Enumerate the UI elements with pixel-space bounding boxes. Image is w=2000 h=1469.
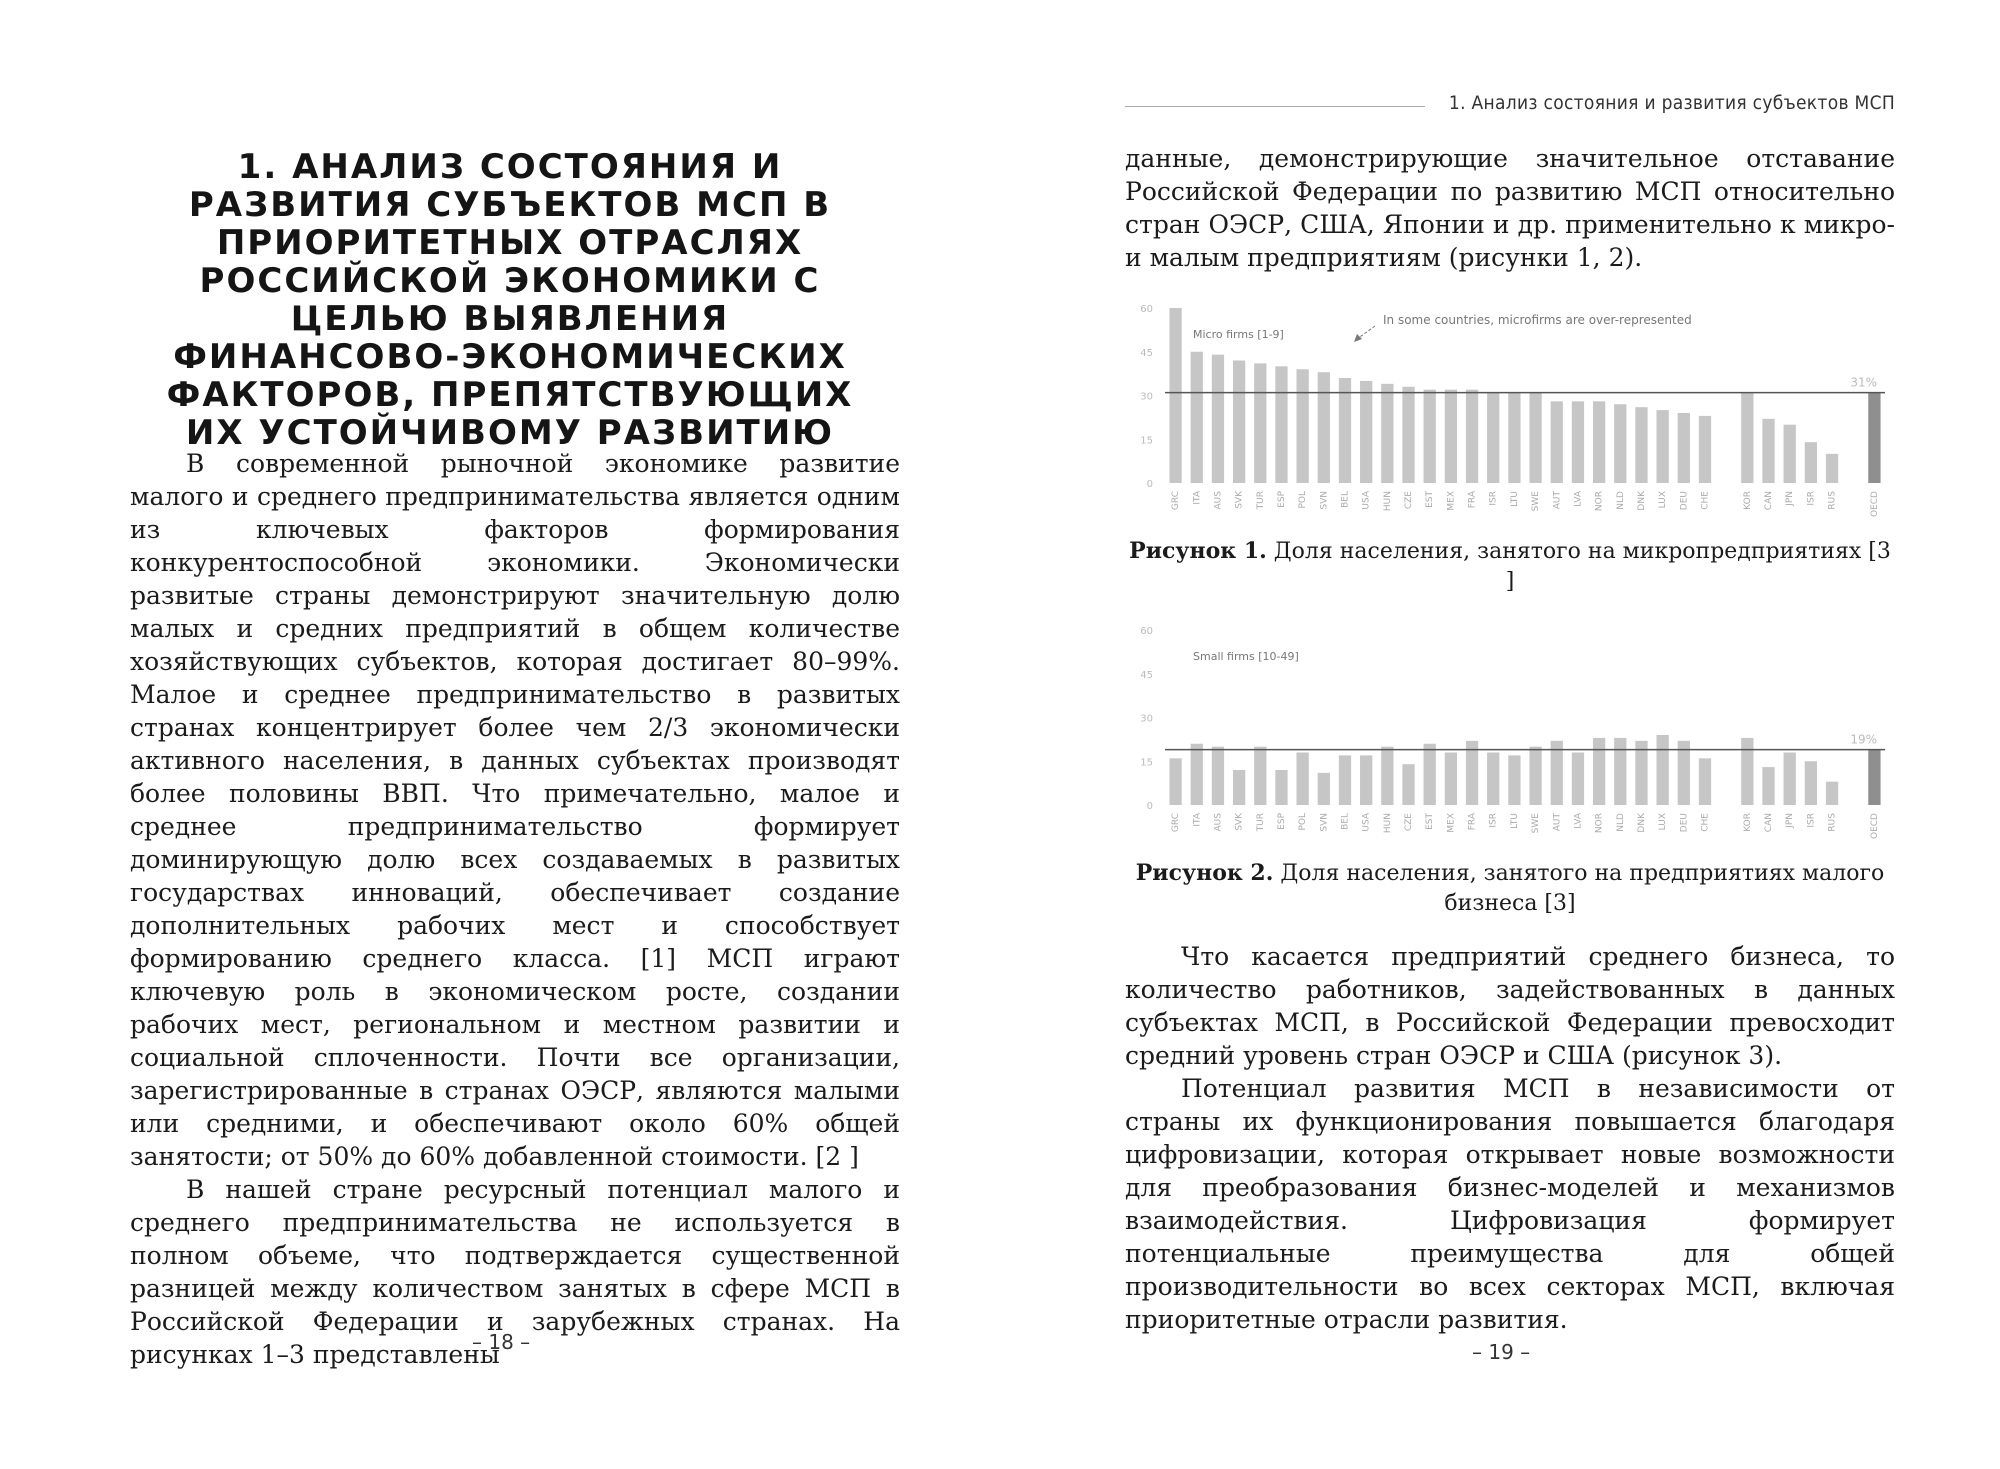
x-tick-label: ESP — [1276, 813, 1287, 830]
bar — [1678, 413, 1690, 483]
x-tick-label: CZE — [1404, 813, 1415, 832]
bar — [1593, 738, 1605, 805]
running-header-label: 1. Анализ состояния и развития субъектов МСП — [1448, 92, 1895, 114]
x-tick-label: ITA — [1192, 491, 1203, 505]
bar — [1529, 747, 1541, 805]
reference-label: 19% — [1850, 732, 1877, 747]
caption-label: Рисунок 2. — [1135, 860, 1274, 886]
bar — [1424, 744, 1436, 805]
bar — [1551, 741, 1563, 805]
caption-text: Доля населения, занятого на микропредприятиях [3 ] — [1266, 539, 1891, 594]
x-tick-label: FRA — [1467, 813, 1478, 831]
y-tick-label: 30 — [1140, 391, 1153, 403]
bar — [1508, 393, 1520, 483]
figure-2-caption — [1125, 858, 1895, 919]
x-tick-label: JPN — [1785, 813, 1796, 828]
bar — [1614, 404, 1626, 483]
bar — [1381, 747, 1393, 805]
bar — [1805, 761, 1817, 805]
bar — [1487, 753, 1499, 806]
bar — [1424, 390, 1436, 483]
x-tick-label: ISR — [1806, 813, 1817, 828]
x-tick-label: USA — [1361, 813, 1372, 832]
page-number: – 19 – — [1472, 1340, 1531, 1364]
x-tick-label: DEU — [1679, 813, 1690, 833]
bar — [1212, 747, 1224, 805]
bar — [1254, 747, 1266, 805]
bar — [1657, 735, 1669, 805]
y-tick-label: 15 — [1140, 435, 1153, 447]
bar — [1212, 355, 1224, 483]
bar — [1191, 744, 1203, 805]
y-tick-label: 60 — [1140, 304, 1153, 315]
bar — [1826, 782, 1838, 805]
bar — [1169, 308, 1181, 483]
bar — [1805, 442, 1817, 483]
y-tick-label: 45 — [1140, 669, 1153, 681]
x-tick-label: BEL — [1340, 813, 1351, 830]
x-tick-label: DNK — [1636, 813, 1647, 833]
bar — [1487, 393, 1499, 483]
y-tick-label: 0 — [1146, 479, 1153, 490]
y-tick-label: 30 — [1140, 713, 1153, 725]
x-tick-label: LTU — [1509, 491, 1520, 507]
x-tick-label: CZE — [1404, 491, 1415, 510]
bar — [1699, 416, 1711, 483]
x-tick-label: MEX — [1446, 491, 1457, 511]
figure-2 — [1125, 620, 1895, 919]
x-tick-label: JPN — [1785, 491, 1796, 506]
x-tick-label: TUR — [1255, 813, 1266, 832]
x-tick-label: SVN — [1319, 813, 1330, 832]
x-tick-label: LTU — [1509, 813, 1520, 829]
bar — [1784, 425, 1796, 483]
x-tick-label: KOR — [1742, 491, 1753, 510]
bar — [1445, 753, 1457, 806]
x-tick-label: POL — [1298, 813, 1309, 831]
annotation-arrow-head-icon — [1354, 334, 1362, 342]
bar — [1275, 366, 1287, 483]
figure-1 — [1125, 298, 1895, 597]
bar — [1614, 738, 1626, 805]
micro-firms-chart — [1125, 298, 1895, 530]
header-rule — [1125, 106, 1425, 107]
bar — [1233, 770, 1245, 805]
bar — [1741, 738, 1753, 805]
page-number: – 18 – — [472, 1330, 531, 1354]
x-tick-label: DEU — [1679, 491, 1690, 511]
reference-label: 31% — [1850, 375, 1877, 390]
bar — [1402, 387, 1414, 483]
bar — [1254, 363, 1266, 483]
bar — [1297, 369, 1309, 483]
x-tick-label: RUS — [1827, 491, 1838, 510]
running-header — [1125, 92, 1895, 118]
bar — [1233, 361, 1245, 484]
y-tick-label: 60 — [1140, 626, 1153, 637]
x-tick-label: ISR — [1488, 491, 1499, 506]
x-tick-label: NLD — [1615, 813, 1626, 832]
x-tick-label: OECD — [1869, 491, 1880, 517]
x-tick-label: SVK — [1234, 813, 1245, 831]
bar — [1381, 384, 1393, 483]
bar — [1339, 755, 1351, 805]
x-tick-label: MEX — [1446, 813, 1457, 833]
right-page — [1000, 0, 2000, 1469]
x-tick-label: ISR — [1806, 491, 1817, 506]
x-tick-label: ISR — [1488, 813, 1499, 828]
y-tick-label: 0 — [1146, 801, 1153, 812]
bar — [1826, 454, 1838, 483]
right-top-text — [1125, 142, 1895, 274]
x-tick-label: GRC — [1171, 491, 1182, 511]
x-tick-label: GRC — [1171, 813, 1182, 833]
x-tick-label: OECD — [1869, 813, 1880, 839]
x-tick-label: EST — [1425, 813, 1436, 830]
bar — [1466, 741, 1478, 805]
bar — [1572, 401, 1584, 483]
x-tick-label: HUN — [1382, 491, 1393, 512]
bar — [1339, 378, 1351, 483]
x-tick-label: DNK — [1636, 491, 1647, 511]
bar — [1678, 741, 1690, 805]
figure-1-caption — [1125, 536, 1895, 597]
bar — [1868, 393, 1880, 483]
paragraph: Что касается предприятий среднего бизнеса, то количество работников, задействованных в данных субъектах МСП, в Российской Федерации превосходит средний уровень стран ОЭСР и США (рисунок 3). — [1125, 942, 1895, 1070]
x-tick-label: SVK — [1234, 491, 1245, 509]
bar — [1762, 419, 1774, 483]
x-tick-label: ITA — [1192, 813, 1203, 827]
bar — [1699, 758, 1711, 805]
x-tick-label: AUS — [1213, 491, 1224, 510]
right-bottom-text — [1125, 940, 1895, 1336]
x-tick-label: LVA — [1573, 813, 1584, 829]
bar — [1529, 393, 1541, 483]
x-tick-label: NOR — [1594, 813, 1605, 834]
bar — [1318, 372, 1330, 483]
bar — [1741, 393, 1753, 483]
x-tick-label: NLD — [1615, 491, 1626, 510]
x-tick-label: ESP — [1276, 491, 1287, 508]
x-tick-label: BEL — [1340, 491, 1351, 508]
bar — [1191, 352, 1203, 483]
x-tick-label: LVA — [1573, 491, 1584, 507]
x-tick-label: AUS — [1213, 813, 1224, 832]
x-tick-label: POL — [1298, 491, 1309, 509]
x-tick-label: USA — [1361, 491, 1372, 510]
x-tick-label: RUS — [1827, 813, 1838, 832]
bar — [1572, 753, 1584, 806]
bar — [1360, 381, 1372, 483]
x-tick-label: KOR — [1742, 813, 1753, 832]
x-tick-label: SWE — [1531, 491, 1542, 512]
bar — [1762, 767, 1774, 805]
x-tick-label: HUN — [1382, 813, 1393, 834]
caption-label: Рисунок 1. — [1129, 538, 1267, 564]
caption-text: Доля населения, занятого на предприятиях малого бизнеса [3] — [1273, 861, 1885, 916]
bar — [1466, 390, 1478, 483]
bar — [1318, 773, 1330, 805]
bar — [1868, 750, 1880, 805]
x-tick-label: SVN — [1319, 491, 1330, 510]
chart-annotation: In some countries, microfirms are over-represented — [1383, 313, 1692, 327]
bar — [1635, 741, 1647, 805]
bar — [1593, 401, 1605, 483]
bar — [1402, 764, 1414, 805]
bar — [1657, 410, 1669, 483]
x-tick-label: CHE — [1700, 813, 1711, 832]
x-tick-label: CAN — [1764, 491, 1775, 511]
chart-title: Small firms [10-49] — [1193, 650, 1299, 663]
x-tick-label: FRA — [1467, 491, 1478, 509]
x-tick-label: CAN — [1764, 813, 1775, 833]
bar — [1275, 770, 1287, 805]
bar — [1169, 758, 1181, 805]
x-tick-label: NOR — [1594, 491, 1605, 512]
x-tick-label: CHE — [1700, 491, 1711, 510]
x-tick-label: EST — [1425, 491, 1436, 508]
chapter-title: 1. АНАЛИЗ СОСТОЯНИЯ И РАЗВИТИЯ СУБЪЕКТОВ МСП В ПРИОРИТЕТНЫХ ОТРАСЛЯХ РОССИЙСКОЙ ЭКОНОМИКИ С ЦЕЛЬЮ ВЫЯВЛЕНИЯ ФИНАНСОВО-ЭКОНОМИЧЕСКИХ ФАКТОРОВ, ПРЕПЯТСТВУЮЩИХ ИХ УСТОЙЧИВОМУ РАЗВИТИЮ — [166, 147, 854, 453]
bar — [1551, 401, 1563, 483]
paragraph: данные, демонстрирующие значительное отставание Российской Федерации по развитию МСП относительно стран ОЭСР, США, Японии и др. применительно к микро- и малым предприятиям (рисунки 1, 2). — [1125, 144, 1895, 272]
paragraph: В нашей стране ресурсный потенциал малого и среднего предпринимательства не используется в полном объеме, что подтверждается существенной разницей между количеством занятых в сфере МСП в Российской Федерации и зарубежных странах. На рисунках 1–3 представлены — [130, 1175, 900, 1369]
y-tick-label: 45 — [1140, 347, 1153, 359]
bar — [1445, 390, 1457, 483]
bar — [1784, 753, 1796, 806]
bar — [1635, 407, 1647, 483]
x-tick-label: AUT — [1552, 491, 1563, 510]
bar — [1508, 755, 1520, 805]
chart-title: Micro firms [1-9] — [1193, 328, 1284, 341]
bar — [1297, 753, 1309, 806]
y-tick-label: 15 — [1140, 757, 1153, 769]
paragraph: Потенциал развития МСП в независимости от страны их функционирования повышается благодаря цифровизации, которая открывает новые возможности для преобразования бизнес-моделей и механизмов взаимодействия. Цифровизация формирует потенциальные преимущества для общей производительности во всех секторах МСП, включая приоритетные отрасли развития. — [1125, 1074, 1895, 1334]
paragraph: В современной рыночной экономике развитие малого и среднего предпринимательства является одним из ключевых факторов формирования конкурентоспособной экономики. Экономически развитые страны демонстрируют значительную долю малых и средних предприятий в общем количестве хозяйствующих субъектов, которая достигает 80–99%. Малое и среднее предпринимательство в развитых странах концентрирует более чем 2/3 экономически активного населения, в данных субъектах производят более половины ВВП. Что примечательно, малое и среднее предпринимательство формирует доминирующую долю всех создаваемых в развитых государствах инноваций, обеспечивает создание дополнительных рабочих мест и способствует формированию среднего класса. [1] МСП играют ключевую роль в экономическом росте, создании рабочих мест, региональном и местном развитии и социальной сплоченности. Почти все организации, зарегистрированные в странах ОЭСР, являются малыми или средними, и обеспечивают около 60% общей занятости; от 50% до 60% добавленной стоимости. [2 ] — [130, 449, 900, 1171]
x-tick-label: SWE — [1531, 813, 1542, 834]
small-firms-chart — [1125, 620, 1895, 852]
left-body-text — [130, 447, 900, 1371]
x-tick-label: LUX — [1658, 813, 1669, 831]
x-tick-label: AUT — [1552, 813, 1563, 832]
bar — [1360, 755, 1372, 805]
x-tick-label: LUX — [1658, 491, 1669, 509]
x-tick-label: TUR — [1255, 491, 1266, 510]
